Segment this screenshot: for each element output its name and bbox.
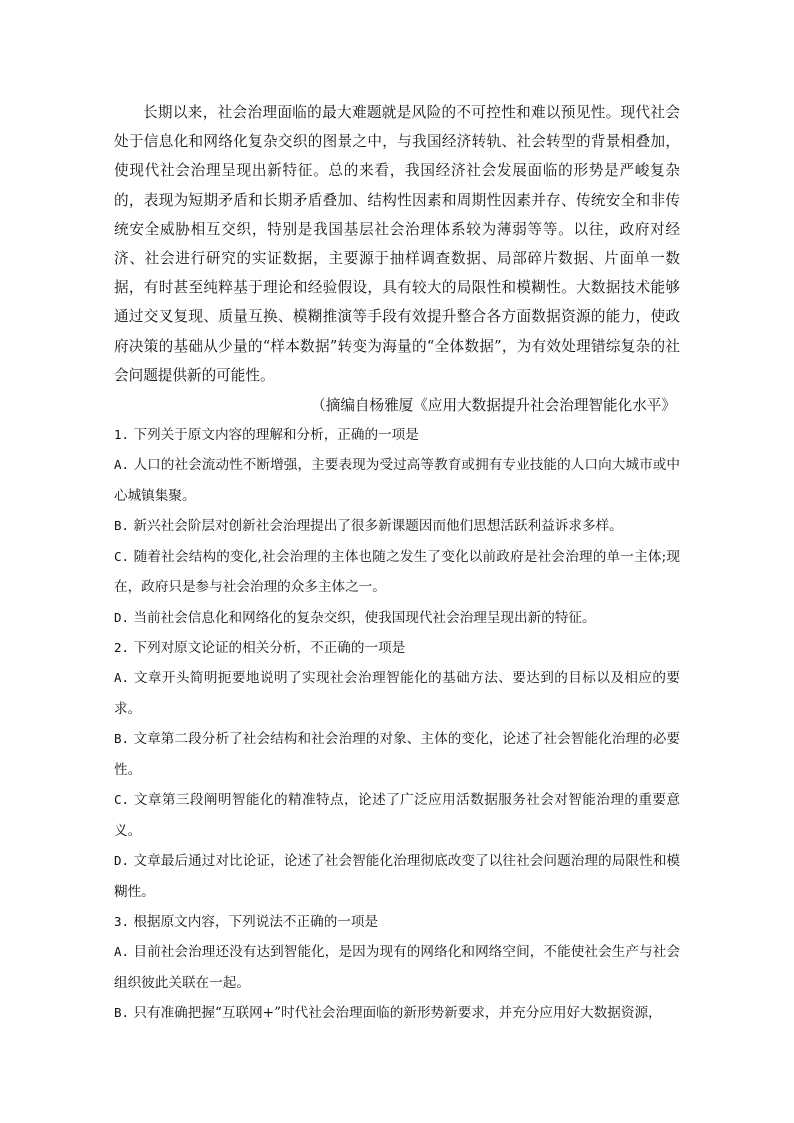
question-number: 2. [114, 640, 130, 656]
option-text: 新兴社会阶层对创新社会治理提出了很多新课题因而他们思想活跃利益诉求多样。 [133, 518, 623, 535]
option-text: 文章开头简明扼要地说明了实现社会治理智能化的基础方法、要达到的目标以及相应的要求。 [114, 670, 680, 717]
question-1-option-a [114, 450, 680, 511]
question-number: 3. [114, 914, 130, 930]
option-letter: A. [114, 670, 130, 686]
option-text: 只有准确把握“互联网+”时代社会治理面临的新形势新要求，并充分应用好大数据资源， [133, 1005, 662, 1022]
question-number: 1. [114, 427, 130, 443]
option-letter: A. [114, 457, 130, 473]
option-letter: B. [114, 1005, 130, 1021]
question-2-option-b [114, 724, 680, 785]
question-stem-text: 下列关于原文内容的理解和分析，正确的一项是 [133, 427, 419, 444]
option-text: 文章最后通过对比论证，论述了社会智能化治理彻底改变了以往社会问题治理的局限性和模糊性。 [114, 853, 681, 900]
question-1-option-c [114, 542, 680, 603]
option-letter: D. [114, 609, 130, 625]
option-text: 人口的社会流动性不断增强，主要表现为受过高等教育或拥有专业技能的人口向大城市或中心城镇集聚。 [114, 457, 681, 504]
option-letter: C. [114, 548, 130, 564]
question-3-option-a [114, 937, 680, 998]
option-letter: D. [114, 853, 130, 869]
passage-paragraph: 长期以来，社会治理面临的最大难题就是风险的不可控性和难以预见性。现代社会处于信息化和网络化复杂交织的图景之中，与我国经济转轨、社会转型的背景相叠加，使现代社会治理呈现出新特征。总的来看，我国经济社会发展面临的形势是严峻复杂的，表现为短期矛盾和长期矛盾叠加、结构性因素和周期性因素并存、传统安全和非传统安全威胁相互交织，特别是我国基层社会治理体系较为薄弱等等。以往，政府对经济、社会进行研究的实证数据，主要源于抽样调查数据、局部碎片数据、片面单一数据，有时甚至纯粹基于理论和经验假设，具有较大的局限性和模糊性。大数据技术能够通过交叉复现、质量互换、模糊推演等手段有效提升整合各方面数据资源的能力，使政府决策的基础从少量的“样本数据”转变为海量的“全体数据”，为有效处理错综复杂的社会问题提供新的可能性。 [114, 104, 680, 384]
question-2-stem [114, 633, 680, 663]
question-2-option-d [114, 846, 680, 907]
question-stem-text: 根据原文内容，下列说法不正确的一项是 [133, 914, 379, 931]
passage-source: （摘编自杨雅厦《应用大数据提升社会治理智能化水平》 [311, 397, 676, 415]
question-1-stem [114, 420, 680, 450]
question-1-option-b [114, 511, 680, 542]
option-text: 随着社会结构的变化,社会治理的主体也随之发生了变化以前政府是社会治理的单一主体;现在，政府只是参与社会治理的众多主体之一。 [114, 548, 680, 596]
question-3-option-b [114, 998, 680, 1029]
question-stem-text: 下列对原文论证的相关分析，不正确的一项是 [133, 640, 406, 657]
option-text: 文章第三段阐明智能化的精准特点，论述了广泛应用活数据服务社会对智能治理的重要意义。 [114, 792, 680, 839]
option-letter: B. [114, 518, 130, 534]
option-text: 目前社会治理还没有达到智能化，是因为现有的网络化和网络空间，不能使社会生产与社会组织彼此关联在一起。 [114, 944, 681, 991]
question-2-option-c [114, 785, 680, 846]
document-page [114, 98, 680, 1029]
option-letter: C. [114, 792, 130, 808]
option-text: 文章第二段分析了社会结构和社会治理的对象、主体的变化，论述了社会智能化治理的必要性。 [114, 731, 681, 778]
option-letter: B. [114, 731, 130, 747]
option-letter: A. [114, 944, 130, 960]
question-3-stem [114, 907, 680, 937]
question-1-option-d [114, 603, 680, 634]
option-text: 当前社会信息化和网络化的复杂交织，使我国现代社会治理呈现出新的特征。 [133, 609, 596, 626]
question-2-option-a [114, 663, 680, 724]
